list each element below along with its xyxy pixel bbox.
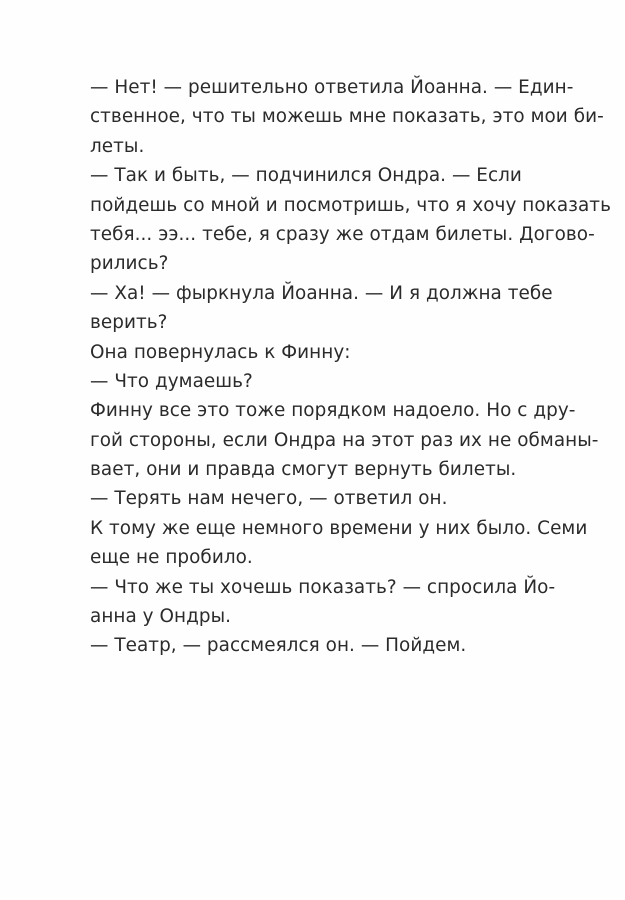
text-line: — Так и быть, — подчинился Ондра. — Если [90,165,522,187]
text-line: леты. [90,135,145,157]
text-line: вает, они и правда смогут вернуть билеты. [90,459,517,481]
text-line: Она повернулась к Финну: [90,341,351,363]
text-line: — Театр, — рассмеялся он. — Пойдем. [90,635,467,657]
text-line: — Что же ты хочешь показать? — спросила Йо- [90,576,556,598]
text-line: рились? [90,253,169,275]
text-line: — Терять нам нечего, — ответил он. [90,488,448,510]
text-line: гой стороны, если Ондра на этот раз их не обманы- [90,429,599,451]
text-line: тебя... ээ... тебе, я сразу же отдам билеты. Догово- [90,223,595,245]
text-line: анна у Ондры. [90,606,232,628]
text-line: Финну все это тоже порядком надоело. Но с дру- [90,400,576,422]
text-line: — Ха! — фыркнула Йоанна. — И я должна тебе [90,282,553,304]
text-line: — Что думаешь? [90,370,253,392]
text-line: еще не пробило. [90,547,253,569]
text-line: ственное, что ты можешь мне показать, это мои би- [90,106,604,128]
text-line: пойдешь со мной и посмотришь, что я хочу показать [90,194,611,216]
body-text [90,73,611,661]
text-line: К тому же еще немного времени у них было. Семи [90,517,588,539]
text-line: — Нет! — решительно ответила Йоанна. — Един- [90,77,574,98]
text-line: верить? [90,312,168,334]
